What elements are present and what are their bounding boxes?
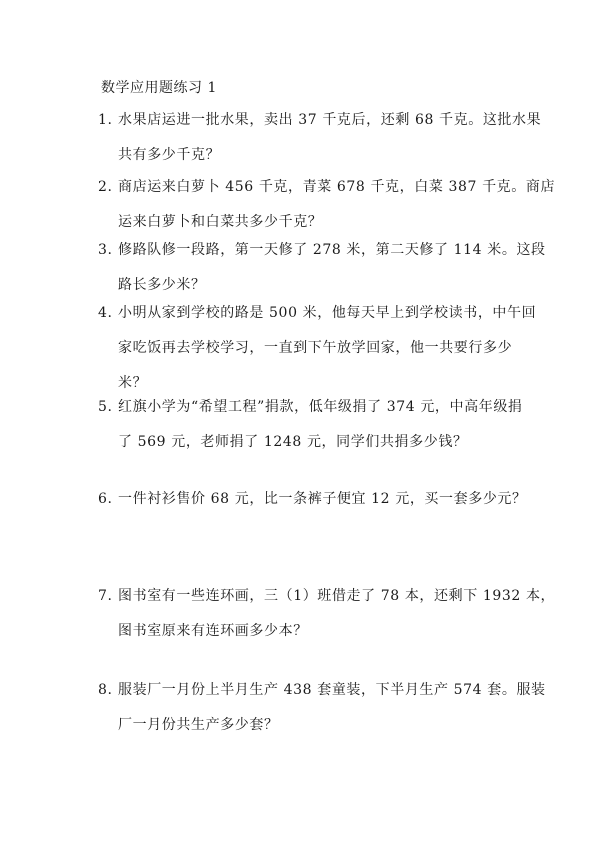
question-number: 1. xyxy=(98,112,113,128)
question-line xyxy=(98,275,518,295)
question-text: 图书室有一些连环画，三（1）班借走了 78 本，还剩下 1932 本， xyxy=(118,588,556,604)
question-text: 了 569 元，老师捐了 1248 元，同学们共捐多少钱？ xyxy=(118,434,468,450)
question-line xyxy=(98,715,518,735)
question-number: 5. xyxy=(98,399,113,415)
question-line xyxy=(98,110,542,130)
question-line xyxy=(98,212,518,232)
question-line xyxy=(98,303,537,323)
question-line xyxy=(98,373,518,393)
question-line xyxy=(98,432,518,452)
question-text: 商店运来白萝卜 456 千克，青菜 678 千克，白菜 387 千克。商店 xyxy=(118,179,556,195)
question-text: 米？ xyxy=(118,375,148,391)
question-8 xyxy=(98,680,546,735)
question-5 xyxy=(98,397,523,452)
question-4 xyxy=(98,303,537,393)
question-2 xyxy=(98,177,556,232)
question-text: 一件衬衫售价 68 元，比一条裤子便宜 12 元，买一套多少元？ xyxy=(118,491,527,507)
question-number: 2. xyxy=(98,179,113,195)
question-number: 8. xyxy=(98,682,113,698)
question-line xyxy=(98,145,518,165)
question-line xyxy=(98,621,518,641)
question-text: 红旗小学为“希望工程”捐款，低年级捐了 374 元，中高年级捐 xyxy=(118,399,523,415)
question-text: 服装厂一月份上半月生产 438 套童装，下半月生产 574 套。服装 xyxy=(118,682,546,698)
page-title: 数学应用题练习 1 xyxy=(101,80,217,96)
question-text: 水果店运进一批水果，卖出 37 千克后，还剩 68 千克。这批水果 xyxy=(118,112,542,128)
question-number: 7. xyxy=(98,588,113,604)
question-number: 3. xyxy=(98,242,113,258)
question-line xyxy=(98,397,523,417)
question-text: 路长多少米？ xyxy=(118,277,206,293)
question-line xyxy=(98,489,527,509)
question-7 xyxy=(98,586,556,641)
question-text: 家吃饭再去学校学习，一直到下午放学回家，他一共要行多少 xyxy=(118,340,513,356)
question-text: 修路队修一段路，第一天修了 278 米，第二天修了 114 米。这段 xyxy=(118,242,546,258)
question-text: 厂一月份共生产多少套？ xyxy=(118,717,279,733)
question-text: 运来白萝卜和白菜共多少千克？ xyxy=(118,214,323,230)
question-line xyxy=(98,240,546,260)
question-line xyxy=(98,680,546,700)
question-number: 4. xyxy=(98,305,113,321)
question-line xyxy=(98,586,556,606)
question-text: 图书室原来有连环画多少本？ xyxy=(118,623,308,639)
question-text: 共有多少千克？ xyxy=(118,147,221,163)
question-6 xyxy=(98,489,527,509)
question-line xyxy=(98,338,518,358)
question-number: 6. xyxy=(98,491,113,507)
question-line xyxy=(98,177,556,197)
question-1 xyxy=(98,110,542,165)
question-text: 小明从家到学校的路是 500 米，他每天早上到学校读书，中午回 xyxy=(118,305,537,321)
question-3 xyxy=(98,240,546,295)
